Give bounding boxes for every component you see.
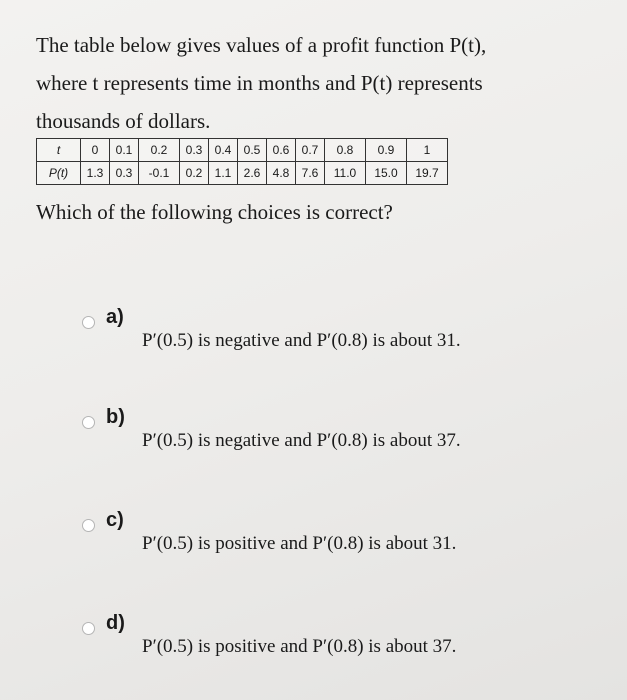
choice-text: P′(0.5) is positive and P′(0.8) is about 31. bbox=[142, 533, 457, 554]
problem-line-3: thousands of dollars. bbox=[36, 109, 211, 133]
table-header-t: t bbox=[37, 139, 81, 162]
radio-button-b[interactable] bbox=[82, 416, 95, 429]
choice-letter: c) bbox=[106, 509, 124, 531]
radio-button-a[interactable] bbox=[82, 316, 95, 329]
table-cell: 19.7 bbox=[407, 162, 448, 185]
table-cell: 0.2 bbox=[139, 139, 180, 162]
table-cell: 4.8 bbox=[267, 162, 296, 185]
table-header-p: P(t) bbox=[37, 162, 81, 185]
choice-text: P′(0.5) is negative and P′(0.8) is about 37. bbox=[142, 430, 461, 451]
table-cell: 0.8 bbox=[325, 139, 366, 162]
radio-button-d[interactable] bbox=[82, 622, 95, 635]
choice-letter: d) bbox=[106, 612, 125, 634]
table-row-p bbox=[37, 162, 448, 185]
choice-text: P′(0.5) is negative and P′(0.8) is about 31. bbox=[142, 330, 461, 351]
table-cell: 11.0 bbox=[325, 162, 366, 185]
table-cell: 15.0 bbox=[366, 162, 407, 185]
question-text: Which of the following choices is correct? bbox=[36, 200, 393, 224]
choice-letter: b) bbox=[106, 406, 125, 428]
choice-letter: a) bbox=[106, 306, 124, 328]
table-cell: 7.6 bbox=[296, 162, 325, 185]
problem-statement bbox=[36, 26, 596, 140]
problem-line-2: where t represents time in months and P(t) represents bbox=[36, 71, 483, 95]
table-cell: 0.9 bbox=[366, 139, 407, 162]
table-cell: 0.5 bbox=[238, 139, 267, 162]
choice-b[interactable] bbox=[82, 406, 582, 472]
radio-button-c[interactable] bbox=[82, 519, 95, 532]
profit-table bbox=[36, 138, 448, 185]
choice-a[interactable] bbox=[82, 306, 582, 372]
table-cell: 1 bbox=[407, 139, 448, 162]
table-cell: -0.1 bbox=[139, 162, 180, 185]
choice-d[interactable] bbox=[82, 612, 582, 678]
problem-line-1: The table below gives values of a profit function P(t), bbox=[36, 33, 487, 57]
table-cell: 0 bbox=[81, 139, 110, 162]
table-cell: 1.3 bbox=[81, 162, 110, 185]
choice-c[interactable] bbox=[82, 509, 582, 575]
table-cell: 2.6 bbox=[238, 162, 267, 185]
table-cell: 0.7 bbox=[296, 139, 325, 162]
table-cell: 0.3 bbox=[180, 139, 209, 162]
table-cell: 1.1 bbox=[209, 162, 238, 185]
table-cell: 0.3 bbox=[110, 162, 139, 185]
table-cell: 0.6 bbox=[267, 139, 296, 162]
table-cell: 0.1 bbox=[110, 139, 139, 162]
table-row-t bbox=[37, 139, 448, 162]
choice-text: P′(0.5) is positive and P′(0.8) is about 37. bbox=[142, 636, 457, 657]
table-cell: 0.2 bbox=[180, 162, 209, 185]
table-cell: 0.4 bbox=[209, 139, 238, 162]
